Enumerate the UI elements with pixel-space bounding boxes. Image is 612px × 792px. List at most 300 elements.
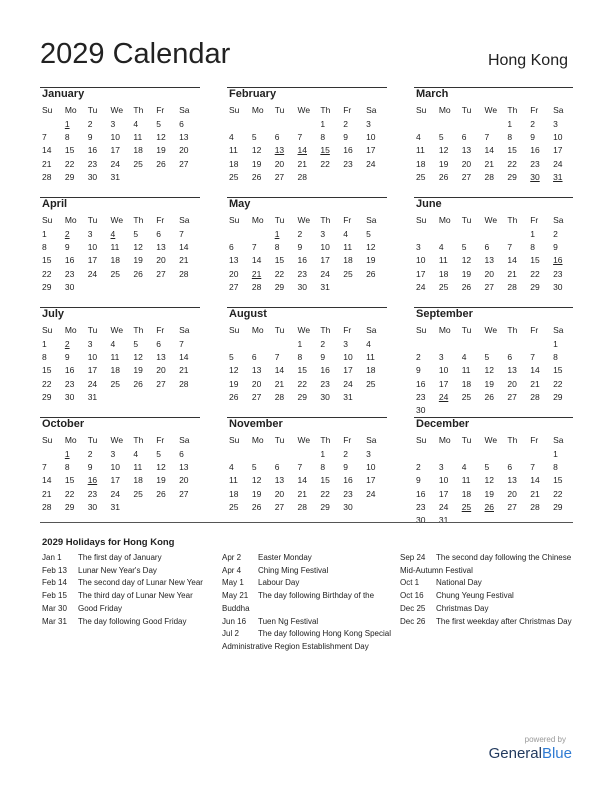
month-day-grid — [227, 213, 387, 307]
week-row — [227, 184, 387, 197]
date-cell — [318, 294, 341, 307]
holiday-date-cell: 2 — [64, 339, 70, 349]
date-cell: 28 — [530, 391, 540, 402]
date-cell — [460, 448, 483, 461]
date-cell: 28 — [484, 171, 494, 182]
weekday-header: Tu — [461, 435, 472, 445]
date-cell: 7 — [484, 132, 490, 143]
date-cell — [154, 501, 177, 514]
holiday-date: Feb 13 — [42, 565, 67, 575]
week-row — [40, 514, 200, 527]
date-cell — [460, 118, 483, 131]
weekday-header: We — [484, 105, 498, 115]
date-cell: 18 — [133, 475, 143, 486]
date-cell: 2 — [343, 449, 348, 459]
date-cell: 9 — [320, 352, 326, 363]
week-row — [414, 404, 574, 417]
date-cell — [227, 294, 250, 307]
date-cell: 6 — [507, 352, 513, 363]
date-cell: 30 — [297, 281, 307, 292]
date-cell — [437, 184, 460, 197]
date-cell — [505, 294, 528, 307]
date-cell — [460, 404, 483, 417]
date-cell: 3 — [416, 242, 421, 253]
month-day-grid — [227, 433, 387, 527]
date-cell: 23 — [64, 378, 75, 389]
date-cell: 5 — [484, 462, 490, 473]
date-cell: 24 — [87, 268, 98, 279]
holiday-date-cell: 24 — [438, 391, 449, 402]
date-cell: 31 — [110, 501, 120, 512]
date-cell: 26 — [133, 378, 143, 389]
weekday-header: Fr — [343, 105, 352, 115]
date-cell: 18 — [366, 365, 376, 376]
date-cell — [177, 171, 200, 184]
date-cell: 22 — [320, 158, 330, 169]
weekday-header: Sa — [179, 435, 190, 445]
weekday-header: Fr — [530, 105, 539, 115]
date-cell: 5 — [156, 449, 161, 459]
date-cell — [250, 118, 273, 131]
date-cell — [250, 228, 273, 241]
date-cell: 28 — [530, 501, 540, 512]
holiday-name: National Day — [436, 578, 482, 588]
date-cell: 18 — [416, 158, 426, 169]
date-cell — [483, 294, 506, 307]
date-cell: 18 — [229, 488, 239, 499]
date-cell — [318, 514, 341, 527]
date-cell — [63, 514, 86, 527]
date-cell — [227, 118, 250, 131]
date-cell — [528, 184, 551, 197]
date-cell: 9 — [64, 242, 70, 253]
weekday-header: Tu — [274, 105, 285, 115]
month-february — [227, 88, 387, 197]
weekday-header: Th — [507, 325, 518, 335]
date-cell — [437, 118, 460, 131]
date-cell: 11 — [366, 352, 375, 363]
date-cell: 13 — [156, 242, 166, 253]
date-cell: 8 — [297, 352, 303, 363]
date-cell: 27 — [274, 501, 285, 512]
week-row — [227, 171, 387, 184]
date-cell — [273, 514, 296, 527]
holiday-date: Dec 25 — [400, 603, 426, 613]
holiday-date: Sep 24 — [400, 553, 426, 562]
date-cell: 11 — [110, 242, 120, 253]
date-cell: 4 — [229, 132, 234, 143]
date-cell: 23 — [343, 488, 353, 499]
date-cell — [460, 338, 483, 351]
date-cell — [109, 404, 132, 417]
date-cell: 24 — [343, 378, 353, 389]
week-row — [40, 351, 200, 364]
date-cell: 6 — [179, 449, 184, 459]
date-cell: 1 — [553, 339, 558, 349]
month-day-grid — [414, 323, 574, 417]
weekday-header: Tu — [461, 215, 472, 225]
date-cell: 19 — [484, 378, 494, 389]
weekday-header: Su — [416, 325, 427, 335]
date-cell — [414, 294, 437, 307]
weekday-header: Th — [133, 105, 144, 115]
date-cell: 10 — [343, 352, 353, 363]
date-cell: 31 — [343, 391, 353, 402]
date-cell: 12 — [484, 475, 494, 486]
date-cell: 24 — [553, 158, 563, 169]
month-name: May — [229, 198, 251, 210]
week-row — [414, 171, 574, 184]
date-cell: 5 — [229, 352, 234, 363]
date-cell — [131, 404, 154, 417]
date-cell: 24 — [87, 378, 98, 389]
date-cell: 19 — [251, 158, 262, 169]
date-cell: 3 — [110, 119, 116, 129]
holiday-item — [400, 577, 572, 590]
date-cell: 11 — [229, 475, 238, 486]
holiday-item — [42, 552, 212, 565]
date-cell: 29 — [274, 281, 285, 292]
date-cell — [154, 391, 177, 404]
date-cell: 28 — [297, 171, 307, 182]
date-cell: 16 — [64, 365, 75, 376]
date-cell — [40, 294, 63, 307]
holiday-item — [222, 565, 392, 578]
date-cell — [40, 404, 63, 417]
date-cell: 10 — [438, 365, 449, 376]
date-cell — [109, 391, 132, 404]
date-cell — [364, 184, 387, 197]
date-cell: 25 — [110, 268, 120, 279]
week-row — [227, 474, 387, 487]
date-cell: 12 — [133, 242, 143, 253]
date-cell: 3 — [110, 449, 116, 459]
date-cell: 25 — [133, 158, 143, 169]
holiday-date: May 1 — [222, 578, 244, 588]
date-cell: 15 — [530, 255, 540, 266]
date-cell — [460, 514, 483, 527]
date-cell: 27 — [507, 391, 517, 402]
date-cell: 13 — [156, 352, 166, 363]
date-cell: 3 — [343, 339, 348, 349]
weekday-header: Sa — [179, 105, 190, 115]
week-row — [414, 281, 574, 294]
date-cell — [250, 184, 273, 197]
weekday-header-row — [40, 213, 200, 228]
month-day-grid — [40, 433, 200, 527]
week-row — [40, 391, 200, 404]
date-cell — [364, 501, 387, 514]
week-row — [414, 351, 574, 364]
date-cell: 30 — [416, 515, 426, 526]
date-cell: 8 — [553, 462, 558, 473]
date-cell: 7 — [42, 462, 47, 473]
date-cell — [483, 118, 506, 131]
date-cell: 19 — [251, 488, 262, 499]
date-cell: 27 — [179, 158, 189, 169]
week-row — [227, 254, 387, 267]
week-row — [414, 184, 574, 197]
date-cell — [341, 184, 364, 197]
date-cell — [528, 404, 551, 417]
date-cell — [296, 404, 319, 417]
date-cell — [437, 404, 460, 417]
date-cell — [250, 294, 273, 307]
date-cell — [177, 184, 200, 197]
date-cell: 20 — [274, 158, 285, 169]
date-cell — [250, 448, 273, 461]
date-cell: 7 — [297, 132, 303, 143]
weekday-header: Mo — [251, 215, 264, 225]
date-cell: 4 — [461, 462, 467, 473]
week-row — [227, 448, 387, 461]
week-row — [414, 294, 574, 307]
date-cell: 30 — [320, 391, 330, 402]
date-cell: 18 — [229, 158, 239, 169]
week-row — [40, 338, 200, 351]
weekday-header-row — [414, 103, 574, 118]
date-cell: 24 — [366, 158, 376, 169]
month-december — [414, 418, 574, 527]
holiday-name: Labour Day — [258, 578, 300, 588]
holiday-item — [42, 603, 212, 616]
date-cell — [483, 338, 506, 351]
brand-name-general: General — [488, 745, 542, 762]
date-cell: 3 — [366, 449, 371, 459]
holiday-name: The second day of Lunar New Year — [78, 578, 203, 588]
month-april — [40, 198, 200, 307]
weekday-header: Sa — [553, 215, 564, 225]
date-cell — [86, 514, 109, 527]
date-cell: 5 — [133, 339, 139, 349]
date-cell — [296, 294, 319, 307]
weekday-header: Tu — [274, 215, 285, 225]
date-cell: 4 — [461, 352, 467, 363]
holiday-item — [222, 590, 392, 615]
week-row — [40, 461, 200, 474]
weekday-header: Th — [507, 105, 518, 115]
date-cell: 13 — [484, 255, 494, 266]
holiday-date-cell: 4 — [110, 229, 116, 239]
date-cell: 21 — [507, 268, 517, 279]
date-cell: 10 — [416, 255, 426, 266]
date-cell — [227, 338, 250, 351]
date-cell — [227, 514, 250, 527]
holiday-column — [42, 552, 212, 628]
week-row — [414, 364, 574, 377]
holiday-name: The first day of January — [78, 553, 162, 562]
holiday-item — [222, 577, 392, 590]
date-cell: 27 — [484, 281, 494, 292]
holiday-name: The day following Good Friday — [78, 616, 187, 626]
week-row — [40, 131, 200, 144]
weekday-header: Th — [507, 215, 518, 225]
date-cell: 9 — [343, 132, 348, 143]
date-cell: 9 — [87, 132, 93, 143]
weekday-header: We — [110, 325, 124, 335]
weekday-header: Tu — [87, 325, 98, 335]
date-cell: 23 — [64, 268, 75, 279]
date-cell: 1 — [320, 449, 326, 459]
date-cell — [437, 448, 460, 461]
date-cell: 26 — [251, 171, 262, 182]
date-cell: 1 — [297, 339, 303, 349]
weekday-header: Mo — [251, 325, 264, 335]
weekday-header: Su — [416, 215, 427, 225]
weekday-header: We — [297, 215, 311, 225]
date-cell: 6 — [156, 339, 161, 349]
date-cell: 23 — [343, 158, 353, 169]
month-day-grid — [227, 103, 387, 197]
date-cell: 17 — [438, 378, 449, 389]
date-cell: 19 — [484, 488, 494, 499]
date-cell — [86, 184, 109, 197]
date-cell: 23 — [297, 268, 307, 279]
date-cell: 22 — [553, 488, 563, 499]
date-cell — [273, 338, 296, 351]
weekday-header: Fr — [343, 435, 352, 445]
weekday-header: Sa — [366, 105, 377, 115]
date-cell: 30 — [64, 391, 75, 402]
date-cell: 29 — [64, 171, 75, 182]
date-cell — [414, 184, 437, 197]
weekday-header-row — [227, 323, 387, 338]
date-cell — [318, 404, 341, 417]
date-cell — [273, 404, 296, 417]
month-name: December — [416, 418, 470, 430]
date-cell: 12 — [156, 132, 166, 143]
holiday-item — [42, 590, 212, 603]
date-cell: 26 — [156, 488, 166, 499]
date-cell: 25 — [133, 488, 143, 499]
holiday-item — [222, 552, 392, 565]
week-row — [414, 474, 574, 487]
holiday-date-cell: 1 — [64, 449, 70, 459]
date-cell: 27 — [251, 391, 262, 402]
holiday-date-cell: 16 — [553, 255, 563, 266]
date-cell — [414, 118, 437, 131]
weekday-header: Fr — [530, 435, 539, 445]
powered-by-text: powered by — [524, 735, 566, 744]
date-cell: 26 — [133, 268, 143, 279]
date-cell: 21 — [179, 365, 189, 376]
week-row — [40, 228, 200, 241]
holiday-name: Ching Ming Festival — [258, 565, 329, 575]
date-cell: 11 — [133, 132, 143, 143]
date-cell: 2 — [416, 462, 421, 473]
date-cell — [177, 281, 200, 294]
week-row — [414, 144, 574, 157]
date-cell: 29 — [507, 171, 517, 182]
holiday-name: Chung Yeung Festival — [436, 591, 514, 601]
date-cell — [250, 338, 273, 351]
date-cell: 19 — [461, 268, 472, 279]
week-row — [414, 118, 574, 131]
date-cell: 20 — [156, 365, 166, 376]
date-cell — [505, 448, 528, 461]
date-cell: 27 — [507, 501, 517, 512]
date-cell — [250, 514, 273, 527]
date-cell: 12 — [461, 255, 472, 266]
date-cell: 10 — [110, 462, 120, 473]
weekday-header: Su — [229, 325, 240, 335]
date-cell: 15 — [42, 255, 52, 266]
date-cell: 30 — [416, 405, 426, 416]
weekday-header-row — [227, 213, 387, 228]
weekday-header: Th — [133, 325, 144, 335]
weekday-header-row — [414, 433, 574, 448]
date-cell: 2 — [87, 119, 93, 129]
date-cell — [551, 514, 574, 527]
week-row — [40, 184, 200, 197]
date-cell — [131, 184, 154, 197]
weekday-header: Tu — [461, 105, 472, 115]
date-cell — [63, 294, 86, 307]
date-cell — [460, 228, 483, 241]
date-cell: 27 — [156, 378, 166, 389]
date-cell: 28 — [179, 378, 189, 389]
weekday-header: Fr — [343, 215, 352, 225]
date-cell: 5 — [366, 229, 371, 239]
week-row — [227, 461, 387, 474]
date-cell — [273, 184, 296, 197]
date-cell: 19 — [133, 365, 143, 376]
date-cell — [86, 281, 109, 294]
date-cell — [483, 404, 506, 417]
date-cell — [109, 294, 132, 307]
date-cell: 18 — [343, 255, 353, 266]
month-march — [414, 88, 574, 197]
date-cell: 10 — [553, 132, 563, 143]
date-cell: 14 — [42, 145, 52, 156]
date-cell: 15 — [553, 365, 563, 376]
week-row — [227, 351, 387, 364]
holiday-column — [222, 552, 392, 654]
week-row — [227, 364, 387, 377]
date-cell — [505, 228, 528, 241]
date-cell — [273, 294, 296, 307]
date-cell: 8 — [274, 242, 280, 253]
date-cell: 6 — [461, 132, 467, 143]
weekday-header: We — [110, 215, 124, 225]
date-cell: 30 — [87, 171, 98, 182]
date-cell — [341, 281, 364, 294]
date-cell: 29 — [553, 501, 563, 512]
date-cell: 9 — [530, 132, 535, 143]
date-cell — [483, 448, 506, 461]
month-july — [40, 308, 200, 417]
date-cell: 16 — [530, 145, 540, 156]
holiday-date: Mar 30 — [42, 603, 67, 613]
date-cell: 20 — [461, 158, 472, 169]
date-cell: 22 — [530, 268, 540, 279]
date-cell — [177, 404, 200, 417]
date-cell — [109, 281, 132, 294]
date-cell — [154, 184, 177, 197]
date-cell — [551, 404, 574, 417]
date-cell: 21 — [297, 488, 307, 499]
week-row — [227, 281, 387, 294]
weekday-header-row — [414, 323, 574, 338]
holiday-date: May 21 — [222, 591, 249, 601]
date-cell: 6 — [156, 229, 161, 239]
holiday-date: Jul 2 — [222, 629, 239, 639]
date-cell: 12 — [251, 145, 262, 156]
date-cell — [414, 228, 437, 241]
date-cell: 11 — [461, 365, 471, 376]
month-may — [227, 198, 387, 307]
weekday-header: Sa — [366, 435, 377, 445]
